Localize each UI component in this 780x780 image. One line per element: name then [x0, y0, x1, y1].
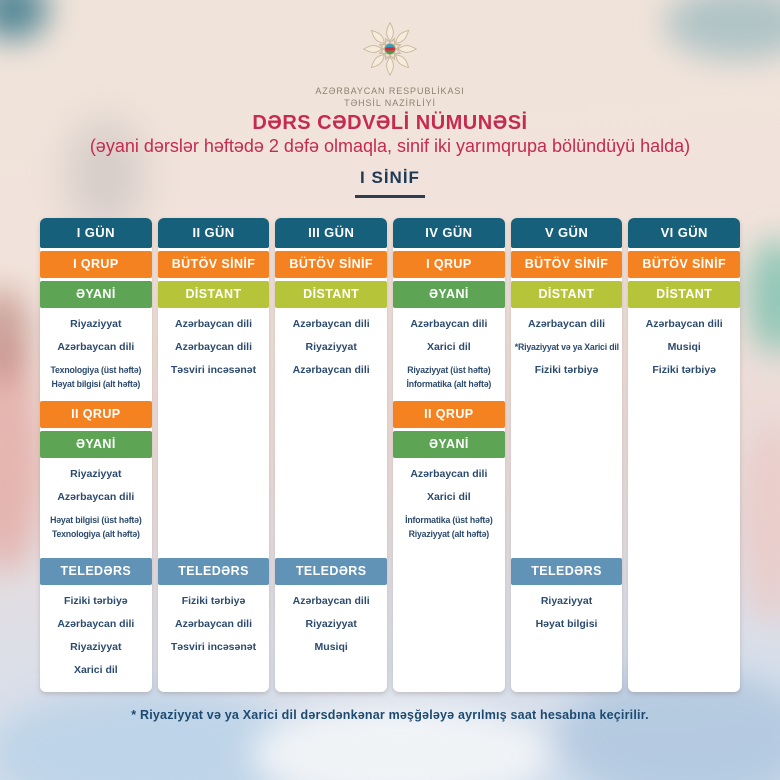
- group-header: I QRUP: [393, 251, 505, 278]
- subject-item: [158, 594, 270, 608]
- day-header: II GÜN: [158, 218, 270, 248]
- lesson-format-distant-header: DİSTANT: [511, 281, 623, 308]
- subject-item: [158, 617, 270, 631]
- subject-item: [40, 640, 152, 654]
- subject-list: [40, 588, 152, 677]
- subject-line: Azərbaycan dili: [292, 595, 370, 607]
- subject-line: Azərbaycan dili: [57, 341, 135, 353]
- subject-line: İnformatika (alt həftə): [406, 379, 492, 389]
- subject-item: [275, 317, 387, 331]
- subject-item: [628, 340, 740, 354]
- lesson-format-eyani-header: ƏYANİ: [393, 431, 505, 458]
- subject-line: Texnologiya (üst həftə): [50, 365, 142, 375]
- subject-item: [628, 363, 740, 377]
- subject-line: Riyaziyyat: [305, 341, 357, 353]
- subject-line: Xarici dil: [426, 491, 471, 503]
- day-column: [275, 218, 387, 692]
- subject-item: [511, 317, 623, 331]
- group-header: BÜTÖV SİNİF: [511, 251, 623, 278]
- ministry-name: [0, 86, 780, 109]
- lesson-format-distant-header: DİSTANT: [158, 281, 270, 308]
- subject-line: Riyaziyyat: [70, 468, 122, 480]
- subject-line: Azərbaycan dili: [410, 318, 488, 330]
- group-header: I QRUP: [40, 251, 152, 278]
- subject-line: Musiqi: [667, 341, 701, 353]
- teledars-section: [275, 558, 387, 663]
- subject-line: Azərbaycan dili: [174, 618, 253, 630]
- lesson-format-eyani-header: ƏYANİ: [393, 281, 505, 308]
- subject-item: [393, 467, 505, 481]
- subject-item: [40, 490, 152, 504]
- subject-item: [40, 340, 152, 354]
- subject-item: [393, 363, 505, 391]
- subject-item: [158, 363, 270, 377]
- subject-item: [40, 317, 152, 331]
- day-column: [628, 218, 740, 692]
- subject-item: [40, 663, 152, 677]
- subject-item: [511, 594, 623, 608]
- group-header: II QRUP: [40, 401, 152, 428]
- day-column: [40, 218, 152, 692]
- ministry-emblem-icon: [361, 20, 419, 78]
- group-header: BÜTÖV SİNİF: [158, 251, 270, 278]
- subject-list: [628, 311, 740, 386]
- day-column: [393, 218, 505, 692]
- subject-item: [158, 340, 270, 354]
- subject-item: [275, 363, 387, 377]
- grade-underline-divider: [355, 195, 425, 198]
- subject-item: [628, 317, 740, 331]
- teledars-header: TELEDƏRS: [511, 558, 623, 585]
- subject-line: Təsviri incəsənət: [170, 641, 257, 653]
- subject-list: [511, 588, 623, 631]
- teledars-header: TELEDƏRS: [158, 558, 270, 585]
- subject-line: Azərbaycan dili: [645, 318, 723, 330]
- lesson-format-distant-header: DİSTANT: [628, 281, 740, 308]
- subject-line: Fiziki tərbiyə: [652, 364, 716, 376]
- subject-item: [40, 594, 152, 608]
- subject-line: Riyaziyyat (alt həftə): [408, 529, 490, 539]
- ministry-name-line1: AZƏRBAYCAN RESPUBLİKASI: [315, 86, 465, 96]
- subject-line: Fiziki tərbiyə: [534, 364, 599, 376]
- subject-line: Azərbaycan dili: [174, 318, 253, 330]
- subject-line: Həyat bilgisi (üst həftə): [50, 515, 142, 525]
- subject-item: [275, 594, 387, 608]
- subject-line: Fiziki tərbiyə: [181, 595, 246, 607]
- subject-line: Riyaziyyat: [70, 641, 122, 653]
- subject-item: [40, 513, 152, 541]
- subject-list: [275, 311, 387, 386]
- teledars-header: TELEDƏRS: [40, 558, 152, 585]
- subject-item: [40, 363, 152, 391]
- subject-item: [275, 640, 387, 654]
- subject-line: Texnologiya (alt həftə): [51, 529, 140, 539]
- subject-line: Azərbaycan dili: [57, 491, 135, 503]
- subject-line: Fiziki tərbiyə: [64, 595, 128, 607]
- background-blur-blob: [740, 420, 780, 625]
- schedule-table: [40, 218, 740, 692]
- subject-item: [511, 340, 623, 354]
- subject-line: Riyaziyyat: [540, 595, 593, 607]
- subject-line: Azərbaycan dili: [174, 341, 253, 353]
- subject-line: Azərbaycan dili: [57, 618, 135, 630]
- subject-line: Riyaziyyat: [70, 318, 122, 330]
- subject-item: [393, 513, 505, 541]
- page-title: DƏRS CƏDVƏLİ NÜMUNƏSİ: [252, 112, 528, 134]
- subject-item: [511, 363, 623, 377]
- ministry-name-line2: TƏHSİL NAZİRLİYİ: [344, 97, 436, 108]
- subject-line: Riyaziyyat (üst həftə): [407, 365, 491, 375]
- footnote: * Riyaziyyat və ya Xarici dil dərsdənkənar məşğələyə ayrılmış saat hesabına keçirilir.: [131, 708, 649, 722]
- subject-item: [40, 467, 152, 481]
- subject-line: Azərbaycan dili: [292, 364, 370, 376]
- ministry-logo: [0, 20, 780, 109]
- teledars-section: [40, 558, 152, 686]
- subject-item: [275, 617, 387, 631]
- lesson-format-eyani-header: ƏYANİ: [40, 431, 152, 458]
- subject-item: [158, 640, 270, 654]
- day-header: III GÜN: [275, 218, 387, 248]
- day-header: V GÜN: [511, 218, 623, 248]
- subject-line: Azərbaycan dili: [528, 318, 606, 330]
- subject-list: [393, 311, 505, 401]
- subject-list: [158, 588, 270, 654]
- subject-line: Həyat bilgisi (alt həftə): [51, 379, 141, 389]
- subject-item: [393, 317, 505, 331]
- subject-list: [40, 461, 152, 550]
- day-column: [511, 218, 623, 692]
- subject-item: [393, 490, 505, 504]
- page-subtitle: (əyani dərslər həftədə 2 dəfə olmaqla, sinif iki yarımqrupa bölündüyü halda): [89, 136, 691, 156]
- subject-list: [40, 311, 152, 401]
- subject-line: *Riyaziyyat və ya Xarici dil: [514, 342, 619, 352]
- day-header: I GÜN: [40, 218, 152, 248]
- subject-line: Musiqi: [314, 641, 348, 653]
- subject-item: [393, 340, 505, 354]
- teledars-section: [511, 558, 623, 640]
- teledars-section: [158, 558, 270, 663]
- subject-line: Xarici dil: [426, 341, 471, 353]
- background-blur-blob: [748, 238, 780, 354]
- subject-list: [275, 588, 387, 654]
- subject-line: Təsviri incəsənət: [170, 364, 257, 376]
- subject-line: Riyaziyyat: [305, 618, 357, 630]
- group-header: BÜTÖV SİNİF: [275, 251, 387, 278]
- teledars-header: TELEDƏRS: [275, 558, 387, 585]
- subject-list: [511, 311, 623, 386]
- subject-line: Azərbaycan dili: [292, 318, 370, 330]
- subject-line: Azərbaycan dili: [410, 468, 488, 480]
- subject-item: [158, 317, 270, 331]
- day-header: IV GÜN: [393, 218, 505, 248]
- subject-item: [40, 617, 152, 631]
- day-header: VI GÜN: [628, 218, 740, 248]
- subject-item: [275, 340, 387, 354]
- grade-title: I SİNİF: [360, 168, 420, 187]
- subject-list: [158, 311, 270, 386]
- group-header: BÜTÖV SİNİF: [628, 251, 740, 278]
- subject-line: İnformatika (üst həftə): [405, 515, 493, 525]
- group-header: II QRUP: [393, 401, 505, 428]
- lesson-format-eyani-header: ƏYANİ: [40, 281, 152, 308]
- subject-line: Həyat bilgisi: [535, 618, 598, 630]
- day-column: [158, 218, 270, 692]
- lesson-format-distant-header: DİSTANT: [275, 281, 387, 308]
- subject-item: [511, 617, 623, 631]
- subject-list: [393, 461, 505, 550]
- subject-line: Xarici dil: [73, 664, 118, 676]
